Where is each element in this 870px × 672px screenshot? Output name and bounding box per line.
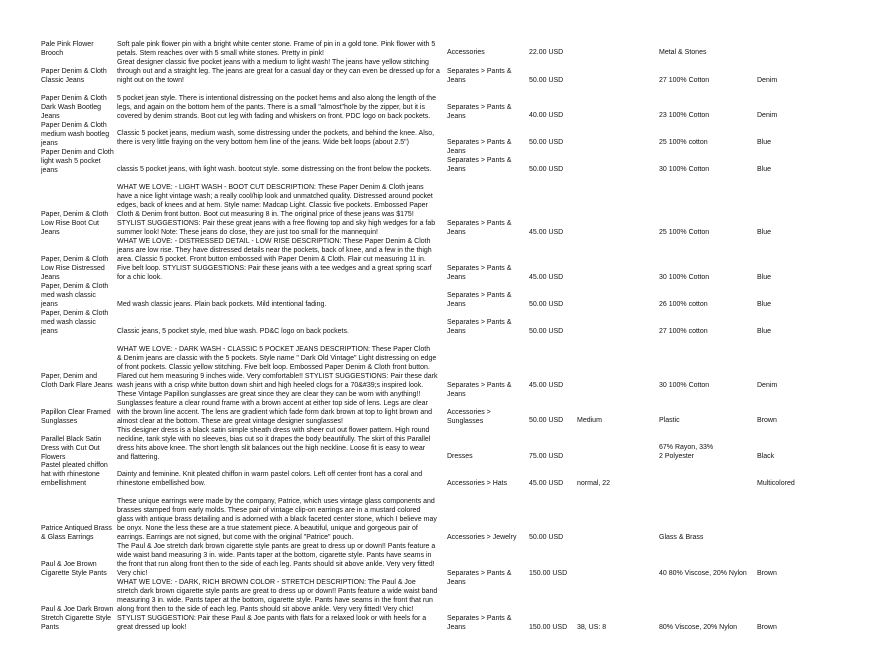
- product-category: Separates > Pants & Jeans: [447, 265, 512, 281]
- product-price: 75.00 USD: [529, 453, 564, 460]
- product-name: Paper, Denim & Cloth med wash classic jeans: [41, 310, 109, 335]
- product-description: This designer dress is a black satin simple sheath dress with sheer cut out flower pattern. High round neckline, tank style with no sleeves, bias cut so it drapes the body beautifully. The skirt of this Parallel dress hits above knee. The short length slit balances out the high neckline. Loose fit is easy to wear and flattering.: [117, 427, 431, 461]
- product-description: WHAT WE LOVE: - DARK WASH - CLASSIC 5 POCKET JEANS DESCRIPTION: These Paper Cloth & Denim jeans are classic with the 5 pockets. Style name " Dark Old Vintage" Light distressing on edge of front pockets. Classic yellow stitching. Five belt loop. Embossed Paper Denim & Cloth front button. Flared cut hem measuring 9 inches wide. Very comfortable!! STYLIST SUGGESTIONS: Pair these dark wash jeans with a crisp white button down shirt and high heeled clogs for a 70&#39;s inspired look.: [117, 346, 438, 389]
- product-description: classis 5 pocket jeans, with light wash. bootcut style. some distressing on the front below the pockets.: [117, 166, 432, 173]
- product-description: These unique earrings were made by the company, Patrice, which uses vintage glass components and brasses stamped from early molds. These pair of vintage clip-on earrings are in a mustard colored glass with antique brass detailing and is adorned with a black faceted center stone, which I believe may be onyx. None the less these are a true statement piece. A beautiful, unique and gorgeous pair of earrings. Earrings are not signed, but come with the original "Patrice" pouch.: [117, 498, 437, 541]
- product-name: Pastel pleated chiffon hat with rhinestone embellishment: [41, 462, 108, 487]
- product-description: 5 pocket jean style. There is intentional distressing on the pocket hems and also along the length of the legs, and again on the bottom hem of the pants. There is a small "almost"hole by the zipper, but it is covered by denim strands. Boot cut leg with fading and whiskers on front. PDC logo on back pockets.: [117, 95, 436, 120]
- product-name: Paul & Joe Dark Brown Stretch Cigarette Style Pants: [41, 606, 114, 631]
- product-color: Multicolored: [757, 480, 795, 487]
- product-color: Brown: [757, 624, 777, 631]
- product-price: 45.00 USD: [529, 480, 564, 487]
- product-color: Denim: [757, 382, 778, 389]
- product-material: 26 100% cotton: [659, 301, 708, 308]
- product-description: WHAT WE LOVE: - DISTRESSED DETAIL - LOW RISE DESCRIPTION: These Paper Denim & Cloth jeans are low rise. They have distressed details near the pockets, back of knee, and a few in the thigh area. Classic 5 pocket. Front button embossed with Paper Denim & Cloth. Flair cut measuring 11 in. Five belt loop. STYLIST SUGGESTIONS: Pair these jeans with a tee wedges and a great spring scarf for a chic look.: [117, 238, 432, 281]
- product-category: Separates > Pants & Jeans: [447, 319, 512, 335]
- product-name: Paper Denim & Cloth Dark Wash Bootleg Jeans: [41, 95, 107, 120]
- product-category: Accessories > Sunglasses: [447, 409, 491, 425]
- product-color: Blue: [757, 328, 772, 335]
- product-description: Great designer classic five pocket jeans with a medium to light wash! The jeans have yellow stitching through out and a straight leg. The jeans are great for a casual day or they can even be dressed up for a night out on the town!: [117, 59, 440, 84]
- product-color: Blue: [757, 229, 772, 236]
- product-category: Separates > Pants & Jeans: [447, 68, 512, 84]
- product-price: 50.00 USD: [529, 328, 564, 335]
- product-category: Separates > Pants & Jeans: [447, 570, 512, 586]
- product-name: Paper, Denim and Cloth Dark Flare Jeans: [41, 373, 113, 389]
- product-name: Paper, Denim & Cloth med wash classic jeans: [41, 283, 109, 308]
- product-color: Blue: [757, 301, 772, 308]
- product-category: Separates > Pants & Jeans: [447, 157, 512, 173]
- product-description: WHAT WE LOVE: - LIGHT WASH - BOOT CUT DESCRIPTION: These Paper Denim & Cloth jeans have a nice light vintage wash; a really cool/hip look and unmatched quality. Distressed around pocket edges, back of knees and at hem. Style name: Madcap Light. Classic five pockets. Embossed Paper Cloth & Denim front button. Boot cut measuring 8 in. The original price of these jeans was $175! STYLIST SUGGESTIONS: Pair these great jeans with a free flowing top and sky high wedges for a fab summer look! Note: These jeans do close, they are just too small for the mannequin!: [117, 184, 436, 236]
- product-color: Denim: [757, 112, 778, 119]
- product-description: Med wash classic jeans. Plain back pockets. Mild intentional fading.: [117, 301, 327, 308]
- product-color: Brown: [757, 417, 777, 424]
- product-name: Paper Denim & Cloth Classic Jeans: [41, 68, 107, 84]
- product-size: 38, US: 8: [577, 624, 607, 631]
- product-price: 22.00 USD: [529, 49, 564, 56]
- product-category: Accessories: [447, 49, 485, 56]
- product-material: Metal & Stones: [659, 49, 707, 56]
- product-description: These Vintage Papillon sunglasses are great since they are clear they can be worn with anything!! Sunglasses feature a clear round frame with a brown accent at either top side of lens. Legs are clear with the brown line accent. The lens are gradient which fade form dark brown at top to light brown and almost clear at the bottom. These are great vintage designer sunglasses!: [117, 391, 433, 425]
- product-description: The Paul & Joe stretch dark brown cigarette style pants are great to dress up or down!! Pants feature a wide waist band measuring 3 in. wide. Pants taper at the bottom, cigarette style. Pants have seams in the front that run along front then to the side of each leg. Pants should sit above ankle. Very very fitted! Very chic!: [117, 543, 436, 577]
- product-description: Classic 5 pocket jeans, medium wash, some distressing under the pockets, and behind the knee. Also, there is very little fraying on the very bottom hem line of the jeans. Wide belt loops (about 2.5"): [117, 130, 435, 146]
- product-price: 50.00 USD: [529, 301, 564, 308]
- product-price: 50.00 USD: [529, 139, 564, 146]
- product-category: Separates > Pants & Jeans: [447, 104, 512, 120]
- product-description: WHAT WE LOVE: - DARK, RICH BROWN COLOR - STRETCH DESCRIPTION: The Paul & Joe stretch dark brown cigarette style pants are great to dress up or down!! Pants feature a wide waist band measuring 3 in. wide. Pants taper at the bottom, cigarette style. Pants have seams in the front that run along front then to the side of each leg. Pants should sit above ankle. Very very fitted! Very chic! STYLIST SUGGESTION: Pair these Paul & Joe pants with flats for a relaxed look or with heels for a great dressed up look!: [117, 579, 438, 631]
- product-name: Paper Denim and Cloth light wash 5 pocket jeans: [41, 149, 114, 174]
- product-description: Classic jeans, 5 pocket style, med blue wash. PD&C logo on back pockets.: [117, 328, 349, 335]
- product-color: Black: [757, 453, 775, 460]
- product-material: Plastic: [659, 417, 680, 424]
- product-material: 30 100% Cotton: [659, 166, 710, 173]
- product-price: 45.00 USD: [529, 274, 564, 281]
- product-color: Brown: [757, 570, 777, 577]
- product-name: Paper, Denim & Cloth Low Rise Distressed Jeans: [41, 256, 109, 281]
- product-name: Pale Pink Flower Brooch: [41, 41, 94, 57]
- product-price: 50.00 USD: [529, 166, 564, 173]
- product-material: 25 100% cotton: [659, 139, 708, 146]
- product-category: Separates > Pants & Jeans: [447, 139, 512, 155]
- product-color: Blue: [757, 139, 772, 146]
- product-material: 30 100% Cotton: [659, 274, 710, 281]
- product-price: 50.00 USD: [529, 77, 564, 84]
- product-color: Blue: [757, 274, 772, 281]
- product-color: Blue: [757, 166, 772, 173]
- product-price: 40.00 USD: [529, 112, 564, 119]
- product-size: Medium: [577, 417, 602, 424]
- product-name: Parallel Black Satin Dress with Cut Out Flowers: [41, 436, 102, 461]
- product-material: Glass & Brass: [659, 534, 704, 541]
- product-price: 45.00 USD: [529, 229, 564, 236]
- product-color: Denim: [757, 77, 778, 84]
- product-price: 45.00 USD: [529, 382, 564, 389]
- product-material: 80% Viscose, 20% Nylon: [659, 624, 738, 631]
- product-material: 27 100% Cotton: [659, 77, 710, 84]
- product-price: 50.00 USD: [529, 417, 564, 424]
- product-category: Separates > Pants & Jeans: [447, 292, 512, 308]
- product-material: 23 100% Cotton: [659, 112, 710, 119]
- product-material: 27 100% cotton: [659, 328, 708, 335]
- product-price: 150.00 USD: [529, 570, 568, 577]
- product-category: Accessories > Jewelry: [447, 534, 517, 541]
- product-description: Dainty and feminine. Knit pleated chiffon in warm pastel colors. Left off center front has a coral and rhinestone embellished bow.: [117, 471, 423, 487]
- product-name: Papillon Clear Framed Sunglasses: [41, 409, 111, 425]
- product-category: Accessories > Hats: [447, 480, 508, 487]
- product-category: Separates > Pants & Jeans: [447, 615, 512, 631]
- product-name: Paper Denim & Cloth medium wash bootleg jeans: [41, 122, 110, 147]
- product-size: normal, 22: [577, 480, 611, 487]
- product-description: Soft pale pink flower pin with a bright white center stone. Frame of pin in a gold tone. Pink flower with 5 petals. Stem reaches over with 5 small white stones. Pretty in pink!: [117, 41, 436, 57]
- product-name: Patrice Antiqued Brass & Glass Earrings: [41, 525, 112, 541]
- product-name: Paul & Joe Brown Cigarette Style Pants: [41, 561, 107, 577]
- product-price: 150.00 USD: [529, 624, 568, 631]
- product-material: 40 80% Viscose, 20% Nylon: [659, 570, 747, 577]
- product-category: Dresses: [447, 453, 473, 460]
- product-category: Separates > Pants & Jeans: [447, 220, 512, 236]
- product-price: 50.00 USD: [529, 534, 564, 541]
- product-material: 25 100% Cotton: [659, 229, 710, 236]
- product-category: Separates > Pants & Jeans: [447, 382, 512, 398]
- product-name: Paper, Denim & Cloth Low Rise Boot Cut Jeans: [41, 211, 109, 236]
- product-material: 67% Rayon, 33% 2 Polyester: [659, 444, 714, 460]
- product-material: 30 100% Cotton: [659, 382, 710, 389]
